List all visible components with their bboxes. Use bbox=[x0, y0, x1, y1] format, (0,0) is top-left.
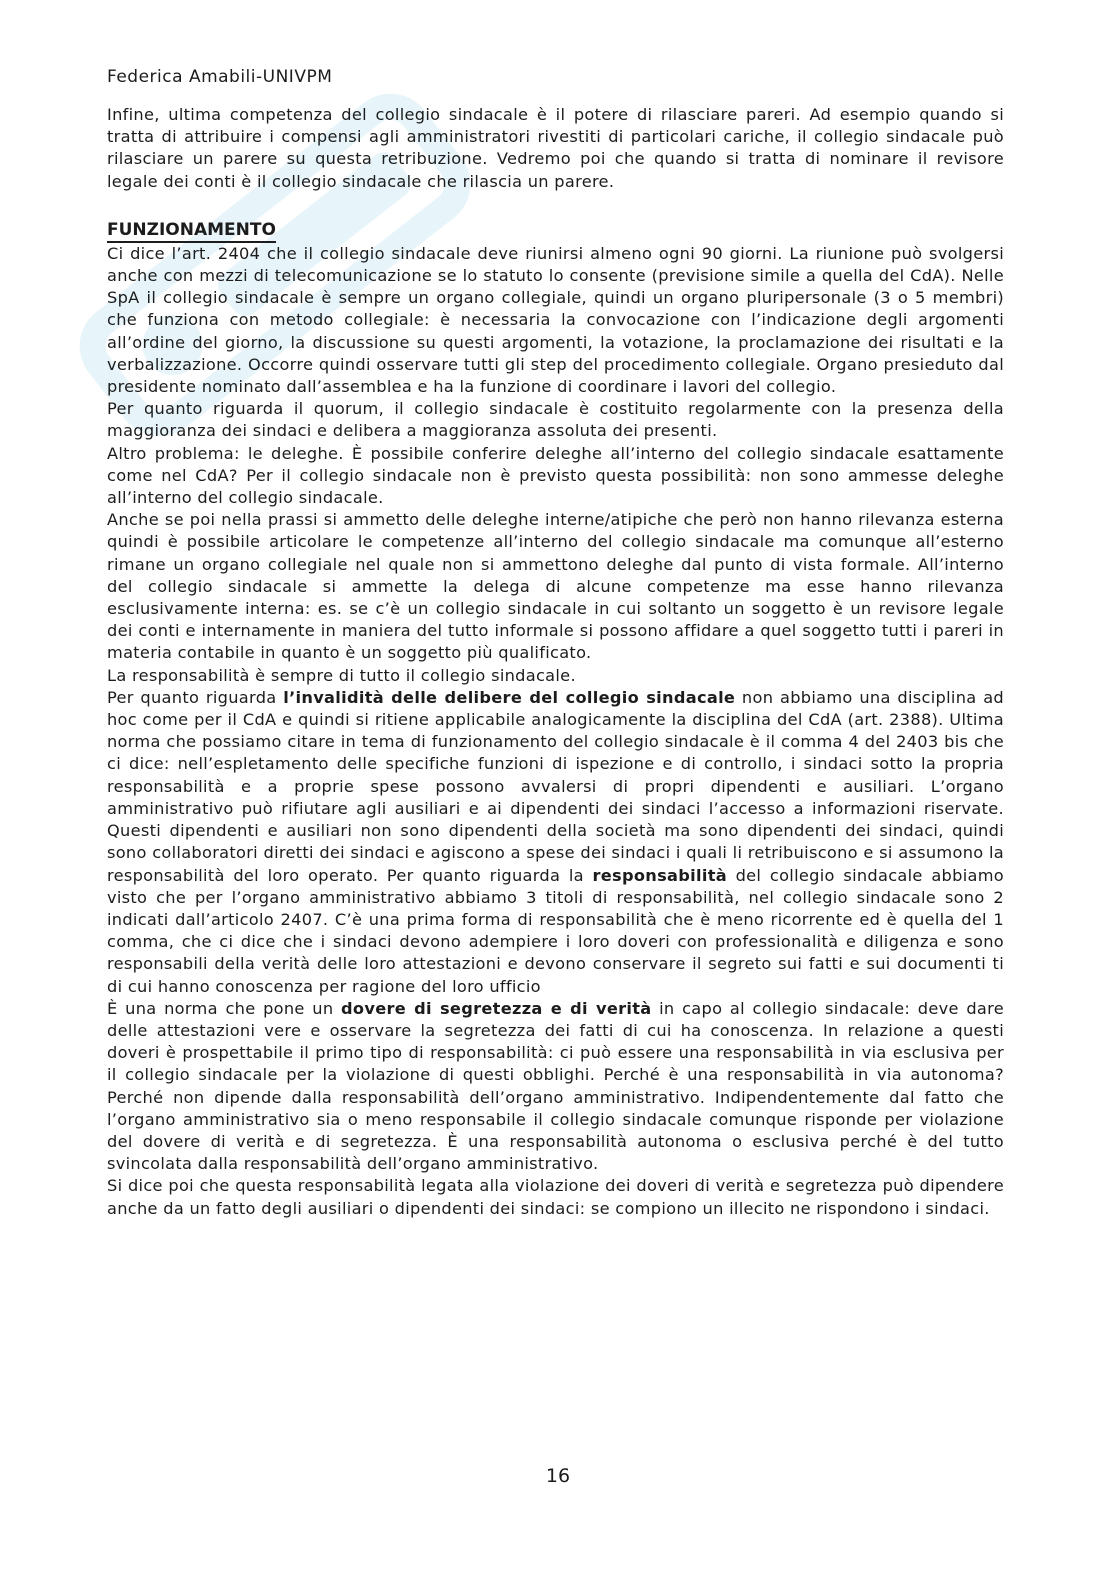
section-heading: FUNZIONAMENTO bbox=[107, 219, 276, 243]
paragraph-riunioni: Ci dice l’art. 2404 che il collegio sindacale deve riunirsi almeno ogni 90 giorni. La riunione può svolgersi anche con mezzi di telecomunicazione se lo statuto lo consente (previsione simile a quella del CdA). Nelle SpA il collegio sindacale è sempre un organo collegiale, quindi un organo pluripersonale (3 o 5 membri) che funziona con metodo collegiale: è necessaria la convocazione con l’indicazione degli argomenti all’ordine del giorno, la discussione su questi argomenti, la votazione, la proclamazione dei risultati e la verbalizzazione. Occorre quindi osservare tutti gli step del procedimento collegiale. Organo presieduto dal presidente nominato dall’assemblea e ha la funzione di coordinare i lavori del collegio. bbox=[107, 243, 1004, 397]
bold-term-invalidita: l’invalidità delle delibere del collegio sindacale bbox=[283, 687, 736, 707]
text-run: del collegio sindacale abbiamo visto che per l’organo amministrativo abbiamo 3 titoli di responsabilità, nel collegio sindacale sono 2 indicati dall’articolo 2407. C’è una prima forma di responsabilità che è meno ricorrente ed è quella del 1 comma, che ci dice che i sindaci devono adempiere i loro doveri con professionalità e diligenza e sono responsabili della verità delle loro attestazioni e devono conservare il segreto sui fatti e sui documenti ti di cui hanno conoscenza per ragione del loro ufficio bbox=[107, 865, 1004, 996]
paragraph-ausiliari: Si dice poi che questa responsabilità legata alla violazione dei doveri di verità e segretezza può dipendere anche da un fatto degli ausiliari o dipendenti dei sindaci: se compiono un illecito ne rispondono i sindaci. bbox=[107, 1176, 1004, 1218]
document-page bbox=[107, 66, 1004, 1220]
paragraph-prassi: Anche se poi nella prassi si ammetto delle deleghe interne/atipiche che però non hanno rilevanza esterna quindi è possibile articolare le competenze all’interno del collegio sindacale ma comunque all’esterno rimane un organo collegiale nel quale non si ammettono deleghe dal punto di vista formale. All’interno del collegio sindacale si ammette la delega di alcune competenze ma esse hanno rilevanza esclusivamente interna: es. se c’è un collegio sindacale in cui soltanto un soggetto è un revisore legale dei conti e internamente in maniera del tutto informale si possono affidare a quel soggetto tutti i pareri in materia contabile in quanto è un soggetto più qualificato. bbox=[107, 510, 1004, 663]
text-run: in capo al collegio sindacale: deve dare delle attestazioni vere e osservare la segretezza dei fatti di cui ha conoscenza. In relazione a questi doveri è prospettabile il primo tipo di responsabilità: ci può essere una responsabilità in via esclusiva per il collegio sindacale per la violazione di questi obblighi. Perché è una responsabilità in via autonoma? Perché non dipende dalla responsabilità dell’organo amministrativo. Indipendentemente dal fatto che l’organo amministrativo sia o meno responsabile il collegio sindacale comunque risponde per violazione del dovere di verità e di segretezza. È una responsabilità autonoma o esclusiva perché è del tutto svincolata dalla responsabilità dell’organo amministrativo. bbox=[107, 998, 1004, 1174]
text-run: È una norma che pone un bbox=[107, 998, 342, 1018]
paragraph-invalidita bbox=[107, 687, 1004, 998]
paragraph-segretezza bbox=[107, 998, 1004, 1176]
paragraph-quorum: Per quanto riguarda il quorum, il collegio sindacale è costituito regolarmente con la presenza della maggioranza dei sindaci e delibera a maggioranza assoluta dei presenti. bbox=[107, 399, 1004, 441]
text-run: non abbiamo una disciplina ad hoc come per il CdA e quindi si ritiene applicabile analogicamente la disciplina del CdA (art. 2388). Ultima norma che possiamo citare in tema di funzionamento del collegio sindacale è il comma 4 del 2403 bis che ci dice: nell’espletamento delle specifiche funzioni di ispezione e di controllo, i sindaci sotto la propria responsabilità e a proprie spese possono avvalersi di propri dipendenti e ausiliari. L’organo amministrativo può rifiutare agli ausiliari e ai dipendenti dei sindaci l’accesso a informazioni riservate. Questi dipendenti e ausiliari non sono dipendenti della società ma sono dipendenti dei sindaci, quindi sono collaboratori diretti dei sindaci e agiscono a spese dei sindaci i quali li retribuiscono e si assumono la responsabilità del loro operato. Per quanto riguarda la bbox=[107, 687, 1004, 885]
intro-paragraph: Infine, ultima competenza del collegio sindacale è il potere di rilasciare pareri. Ad esempio quando si tratta di attribuire i compensi agli amministratori rivestiti di particolari cariche, il collegio sindacale può rilasciare un parere su questa retribuzione. Vedremo poi che quando si tratta di nominare il revisore legale dei conti è il collegio sindacale che rilascia un parere. bbox=[107, 105, 1004, 191]
bold-term-responsabilita: responsabilità bbox=[592, 865, 727, 885]
bold-term-segretezza: dovere di segretezza e di verità bbox=[341, 998, 652, 1018]
text-run: Per quanto riguarda bbox=[107, 687, 284, 707]
paragraph-responsabilita-collegio: La responsabilità è sempre di tutto il collegio sindacale. bbox=[107, 665, 576, 685]
author-header: Federica Amabili-UNIVPM bbox=[107, 67, 333, 87]
page-number: 16 bbox=[545, 1465, 571, 1487]
paragraph-deleghe: Altro problema: le deleghe. È possibile conferire deleghe all’interno del collegio sindacale esattamente come nel CdA? Per il collegio sindacale non è previsto questa possibilità: non sono ammesse deleghe all’interno del collegio sindacale. bbox=[107, 443, 1004, 508]
